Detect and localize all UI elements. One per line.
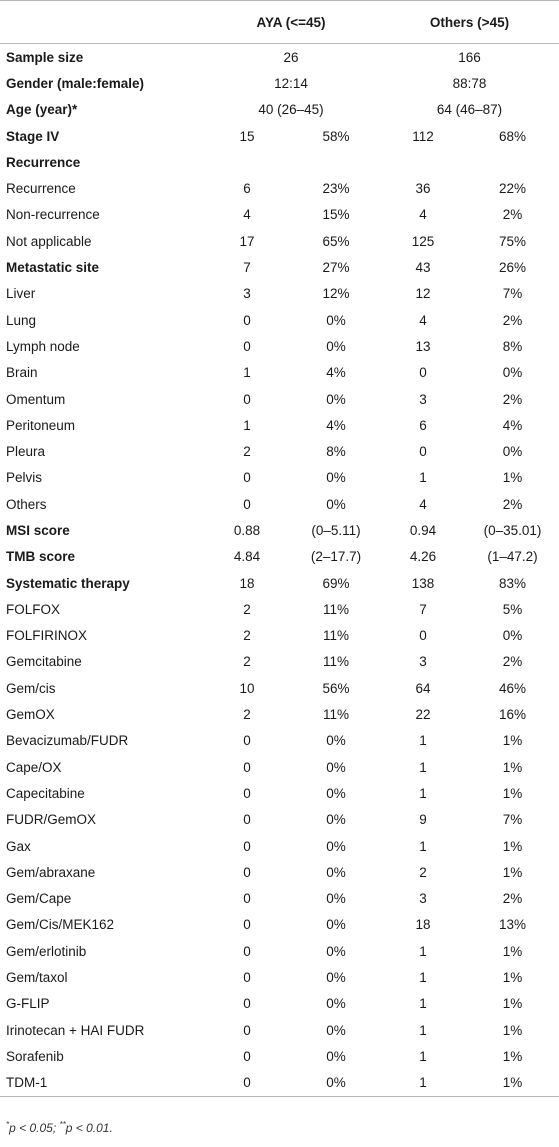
aya-percent: 11% (322, 707, 350, 723)
aya-count: 2 (243, 628, 251, 644)
others-count: 36 (415, 181, 431, 197)
others-percent: 1% (502, 733, 523, 749)
aya-percent: 0% (326, 733, 346, 749)
aya-percent: 58% (322, 128, 350, 144)
aya-count: 2 (243, 654, 251, 670)
footnote (6, 1120, 113, 1135)
table-row (0, 623, 559, 649)
table-row (0, 175, 559, 201)
others-percent: 1% (502, 1022, 523, 1038)
table-row (0, 281, 559, 307)
others-percent: 1% (502, 970, 523, 986)
table-row (0, 912, 559, 938)
others-count: 1 (419, 1048, 427, 1064)
others-count: 43 (415, 260, 431, 276)
aya-value: 40 (26–45) (258, 102, 324, 118)
aya-count: 18 (239, 575, 255, 591)
table-row (0, 333, 559, 359)
aya-count: 3 (243, 286, 251, 302)
table-row (0, 70, 559, 96)
others-percent: 1% (502, 759, 523, 775)
table-row (0, 386, 559, 412)
table-header-row (0, 1, 559, 44)
table-row (0, 228, 559, 254)
aya-count: 0 (243, 759, 251, 775)
aya-count: 1 (243, 417, 251, 433)
row-label: FUDR/GemOX (6, 812, 97, 828)
aya-percent: 0% (326, 759, 346, 775)
row-label: FOLFOX (6, 601, 61, 617)
others-percent: 2% (502, 207, 523, 223)
others-count: 0 (419, 628, 427, 644)
others-count: 1 (419, 470, 427, 486)
footnote-text-single: p < 0.05; (9, 1121, 60, 1135)
others-count: 138 (411, 575, 435, 591)
others-percent: 16% (498, 707, 527, 723)
table-row (0, 517, 559, 543)
others-count: 0.94 (409, 522, 437, 538)
table-row (0, 596, 559, 622)
aya-count: 6 (243, 181, 251, 197)
table-row (0, 701, 559, 727)
others-count: 22 (415, 707, 431, 723)
aya-percent: 0% (292, 1070, 380, 1097)
others-percent: 1% (502, 785, 523, 801)
table-row (0, 360, 559, 386)
others-percent: 1% (502, 996, 523, 1012)
aya-count: 0 (243, 970, 251, 986)
table-row (0, 1017, 559, 1043)
row-label: Gem/cis (6, 680, 56, 696)
table-row (0, 754, 559, 780)
row-label: Sample size (6, 49, 84, 65)
others-count: 12 (415, 286, 431, 302)
others-percent: 5% (502, 601, 523, 617)
aya-percent: 0% (326, 917, 346, 933)
others-percent: 2% (502, 391, 523, 407)
others-count: 1 (419, 838, 427, 854)
aya-count: 0 (243, 338, 251, 354)
row-label: Age (year)* (6, 102, 78, 118)
aya-count: 7 (243, 260, 251, 276)
footnote-text-double: p < 0.01. (65, 1121, 113, 1135)
aya-percent: 56% (322, 680, 350, 696)
aya-count: 15 (239, 128, 255, 144)
row-label: Gem/taxol (6, 970, 68, 986)
aya-percent: 15% (322, 207, 350, 223)
aya-count: 0 (243, 785, 251, 801)
row-label: Pelvis (6, 470, 43, 486)
aya-percent: 11% (322, 628, 350, 644)
table-row (0, 570, 559, 596)
row-label: Liver (6, 286, 36, 302)
aya-percent: 0% (326, 391, 346, 407)
aya-percent: (0–5.11) (311, 522, 361, 538)
others-count: 4 (419, 496, 427, 512)
aya-percent: 0% (326, 996, 346, 1012)
row-label: Gemcitabine (6, 654, 82, 670)
row-label: Gem/abraxane (6, 864, 96, 880)
table-body (0, 44, 559, 1097)
aya-percent: 0% (326, 970, 346, 986)
table-row (0, 649, 559, 675)
aya-count: 10 (239, 680, 255, 696)
others-count: 2 (419, 864, 427, 880)
others-count: 4.26 (409, 549, 437, 565)
column-header-aya: AYA (<=45) (202, 1, 380, 44)
aya-percent: 8% (326, 444, 346, 460)
aya-percent: 69% (322, 575, 350, 591)
others-percent: 8% (502, 338, 523, 354)
table-row (0, 728, 559, 754)
aya-percent: 0% (326, 943, 346, 959)
aya-count: 0.88 (233, 522, 261, 538)
row-label: Lymph node (6, 338, 80, 354)
row-label: Irinotecan + HAI FUDR (6, 1022, 145, 1038)
table-row (0, 938, 559, 964)
others-count: 3 (419, 391, 427, 407)
table-row (0, 859, 559, 885)
row-label: Systematic therapy (6, 575, 130, 591)
aya-count: 0 (243, 496, 251, 512)
aya-percent: (2–17.7) (310, 549, 362, 565)
aya-percent: 4% (326, 417, 346, 433)
aya-percent: 0% (326, 1048, 346, 1064)
header-blank (0, 1, 202, 44)
aya-percent: 0% (326, 338, 346, 354)
others-percent: 2% (502, 891, 523, 907)
others-percent: 0% (502, 365, 523, 381)
others-count: 18 (415, 917, 431, 933)
others-percent: 1% (502, 864, 523, 880)
others-percent: 13% (498, 917, 527, 933)
others-percent: 7% (502, 812, 523, 828)
aya-count: 0 (243, 1048, 251, 1064)
table-row (0, 123, 559, 149)
row-label: Gender (male:female) (6, 75, 145, 91)
table-row (0, 202, 559, 228)
aya-count: 1 (243, 365, 251, 381)
aya-percent: 0% (326, 812, 346, 828)
aya-count: 0 (243, 733, 251, 749)
aya-count: 0 (243, 312, 251, 328)
aya-value: 26 (283, 49, 299, 65)
others-count: 125 (411, 233, 435, 249)
row-label: Lung (6, 312, 37, 328)
aya-percent: 12% (322, 286, 350, 302)
aya-count: 0 (243, 943, 251, 959)
table-row (0, 675, 559, 701)
row-label: Bevacizumab/FUDR (6, 733, 129, 749)
others-percent: 4% (502, 417, 523, 433)
row-label: Brain (6, 365, 38, 381)
table-row (0, 491, 559, 517)
row-label: Omentum (6, 391, 66, 407)
aya-percent: 0% (326, 785, 346, 801)
table-row (0, 97, 559, 123)
aya-percent: 65% (322, 233, 350, 249)
aya-percent: 0% (326, 1022, 346, 1038)
others-percent: 83% (498, 575, 527, 591)
aya-percent: 27% (322, 260, 350, 276)
table-row (0, 307, 559, 333)
aya-count: 2 (243, 444, 251, 460)
table-row (0, 544, 559, 570)
others-count: 1 (419, 996, 427, 1012)
aya-count: 0 (243, 838, 251, 854)
row-label: TMB score (6, 549, 76, 565)
table-row (0, 964, 559, 990)
aya-percent: 0% (326, 470, 346, 486)
aya-count: 4 (243, 207, 251, 223)
row-label: TDM-1 (0, 1070, 202, 1097)
row-label: Recurrence (6, 154, 81, 170)
others-count: 4 (419, 312, 427, 328)
aya-count: 4.84 (233, 549, 261, 565)
table-row (0, 412, 559, 438)
others-count: 9 (419, 812, 427, 828)
row-label: Metastatic site (6, 260, 100, 276)
row-label: Non-recurrence (6, 207, 100, 223)
row-label: Not applicable (6, 233, 92, 249)
row-label: FOLFIRINOX (6, 628, 88, 644)
table-row (0, 1070, 559, 1097)
row-label: Peritoneum (6, 417, 76, 433)
table-row (0, 465, 559, 491)
others-count: 1 (419, 970, 427, 986)
aya-percent: 4% (326, 365, 346, 381)
others-count: 1 (419, 759, 427, 775)
others-count: 64 (415, 680, 431, 696)
others-percent: 2% (502, 312, 523, 328)
others-percent: 1% (502, 470, 523, 486)
row-label: Gem/erlotinib (6, 943, 87, 959)
footnote-mark-single: * (6, 1120, 10, 1129)
aya-count: 0 (202, 1070, 292, 1097)
others-percent: 75% (498, 233, 527, 249)
others-percent: 1% (502, 943, 523, 959)
others-count: 6 (419, 417, 427, 433)
aya-count: 0 (243, 917, 251, 933)
table-row (0, 886, 559, 912)
row-label: G-FLIP (6, 996, 50, 1012)
aya-percent: 23% (322, 181, 350, 197)
others-count: 1 (380, 1070, 466, 1097)
others-percent: 1% (502, 1048, 523, 1064)
table-row (0, 44, 559, 71)
row-label: MSI score (6, 522, 70, 538)
aya-count: 0 (243, 864, 251, 880)
others-count: 1 (419, 1022, 427, 1038)
aya-count (202, 149, 292, 175)
row-label: Stage IV (6, 128, 60, 144)
table-row (0, 149, 559, 175)
others-value: 88:78 (452, 75, 487, 91)
others-count: 1 (419, 733, 427, 749)
others-percent: 2% (502, 654, 523, 670)
row-label: Capecitabine (6, 785, 85, 801)
table-row (0, 438, 559, 464)
aya-count: 0 (243, 1022, 251, 1038)
aya-percent: 0% (326, 312, 346, 328)
row-label: Sorafenib (6, 1048, 64, 1064)
aya-percent (292, 149, 380, 175)
row-label: Cape/OX (6, 759, 62, 775)
others-count (380, 149, 466, 175)
others-percent: 26% (498, 260, 527, 276)
others-count: 7 (419, 601, 427, 617)
aya-count: 2 (243, 601, 251, 617)
others-count: 0 (419, 365, 427, 381)
footnote-mark-double: ** (59, 1120, 66, 1129)
others-value: 166 (458, 49, 481, 65)
row-label: Others (6, 496, 47, 512)
aya-count: 0 (243, 891, 251, 907)
aya-count: 0 (243, 391, 251, 407)
table-row (0, 991, 559, 1017)
others-count: 0 (419, 444, 427, 460)
aya-percent: 0% (326, 864, 346, 880)
row-label: Gax (6, 838, 31, 854)
row-label: Gem/Cape (6, 891, 72, 907)
row-label: Recurrence (6, 181, 76, 197)
others-percent: 68% (498, 128, 527, 144)
table-row (0, 780, 559, 806)
column-header-others: Others (>45) (380, 1, 559, 44)
others-percent: 0% (502, 628, 523, 644)
table-row (0, 254, 559, 280)
others-count: 3 (419, 891, 427, 907)
others-percent: 1% (502, 838, 523, 854)
others-count: 4 (419, 207, 427, 223)
aya-count: 2 (243, 707, 251, 723)
aya-count: 17 (239, 233, 255, 249)
others-count: 112 (412, 128, 434, 144)
aya-percent: 0% (326, 891, 346, 907)
others-percent: (0–35.01) (483, 522, 542, 538)
others-percent: 2% (502, 496, 523, 512)
others-percent: (1–47.2) (487, 549, 538, 565)
aya-percent: 0% (326, 496, 346, 512)
others-count: 13 (415, 338, 431, 354)
others-percent: 1% (466, 1070, 559, 1097)
aya-percent: 11% (322, 601, 350, 617)
row-label: Gem/Cis/MEK162 (6, 917, 115, 933)
others-count: 3 (419, 654, 427, 670)
aya-count: 0 (243, 812, 251, 828)
table-row (0, 1043, 559, 1069)
others-percent (466, 149, 559, 175)
aya-count: 0 (243, 470, 251, 486)
others-value: 64 (46–87) (436, 102, 503, 118)
others-count: 1 (419, 943, 427, 959)
others-percent: 22% (498, 181, 527, 197)
others-count: 1 (419, 785, 427, 801)
row-label: GemOX (6, 707, 55, 723)
aya-percent: 11% (322, 654, 350, 670)
table-row (0, 807, 559, 833)
row-label: Pleura (6, 444, 46, 460)
others-percent: 46% (498, 680, 527, 696)
aya-count: 0 (243, 996, 251, 1012)
others-percent: 0% (502, 444, 523, 460)
aya-value: 12:14 (274, 75, 308, 91)
aya-percent: 0% (326, 838, 346, 854)
table-row (0, 833, 559, 859)
others-percent: 7% (502, 286, 523, 302)
